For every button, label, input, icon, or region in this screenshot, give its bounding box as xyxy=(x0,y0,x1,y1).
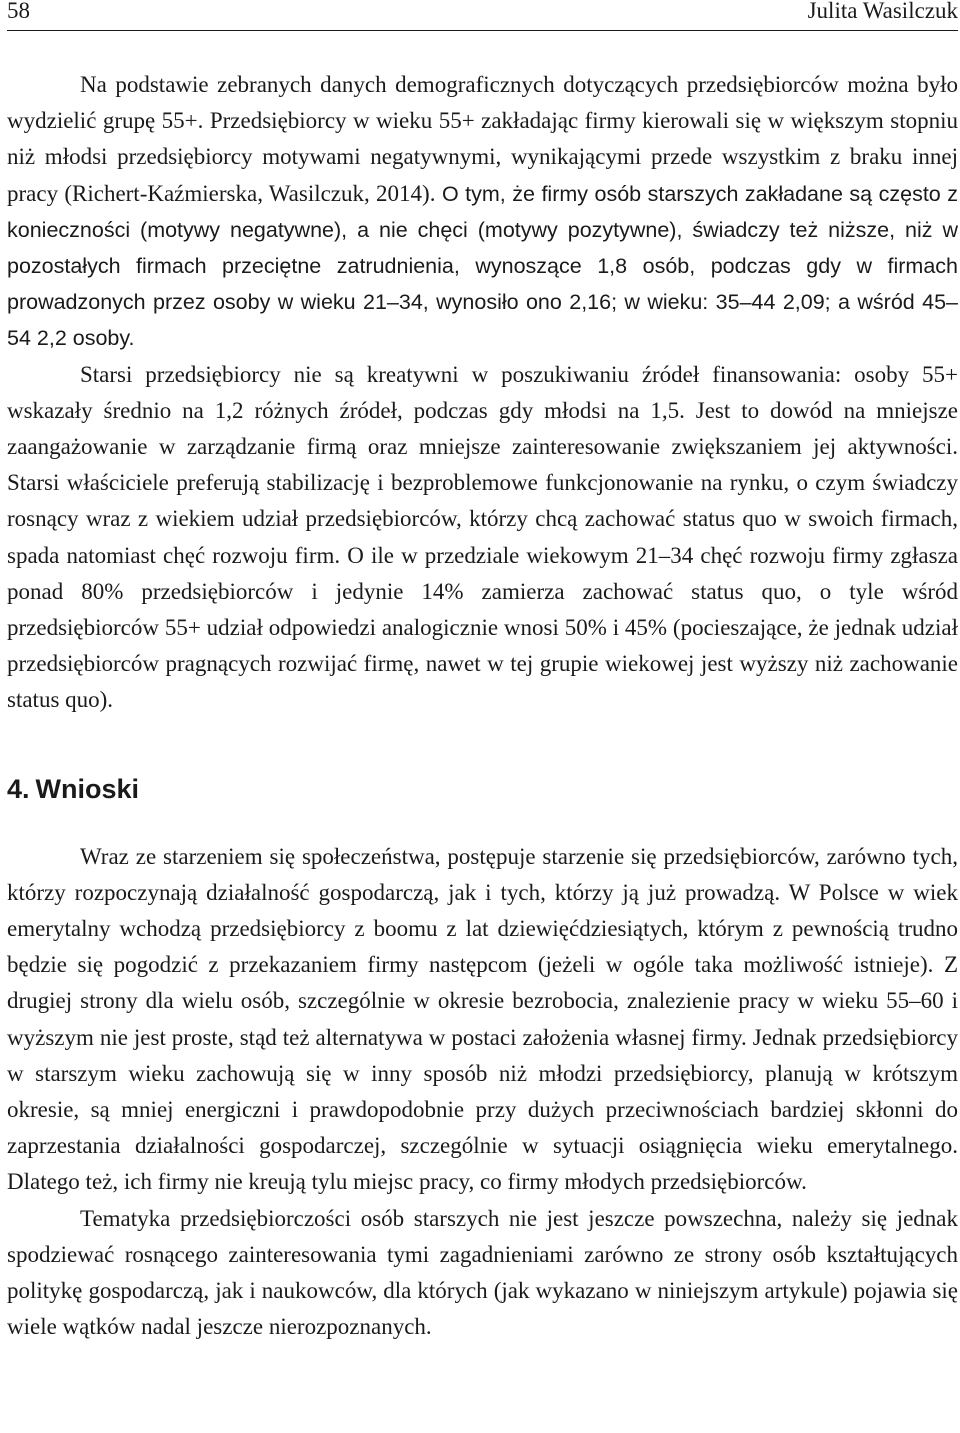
document-page xyxy=(7,0,958,1346)
section-number: 4. xyxy=(7,773,30,804)
paragraph-text: Na podstawie zebranych danych demograficznych dotyczących przedsiębiorców można było wydzielić grupę 55+. Przedsiębiorcy w wieku 55+ zakładając firmy kierowali się w większym stopniu niż młodsi przedsiębiorcy motywami negatywnymi, wynikającymi przede wszystkim z braku innej pracy (Richert-Kaźmierska, Wasilczuk, 2014). xyxy=(7,72,958,206)
section-title: Wnioski xyxy=(35,773,140,804)
paragraph: Wraz ze starzeniem się społeczeństwa, postępuje starzenie się przedsiębiorców, zarówno tych, którzy rozpoczynają działalność gospodarczą, jak i tych, którzy ją już prowadzą. W Polsce w wiek emerytalny wchodzą przedsiębiorcy z boomu z lat dziewięćdziesiątych, którym z pewnością trudno będzie się pogodzić z przekazaniem firmy następcom (jeżeli w ogóle taka możliwość istnieje). Z drugiej strony dla wielu osób, szczególnie w okresie bezrobocia, znalezienie pracy w wieku 55–60 i wyższym nie jest proste, stąd też alternatywa w postaci założenia własnej firmy. Jednak przedsiębiorcy w starszym wieku zachowują się w inny sposób niż młodzi przedsiębiorcy, planują w krótszym okresie, są mniej energiczni i prawdopodobnie przy dużych przeciwnościach bardziej skłonni do zaprzestania działalności gospodarczej, szczególnie w sytuacji osiągnięcia wieku emerytalnego. Dlatego też, ich firmy nie kreują tylu miejsc pracy, co firmy młodych przedsiębiorców. xyxy=(7,843,958,1195)
paragraph: Starsi przedsiębiorcy nie są kreatywni w poszukiwaniu źródeł finansowania: osoby 55+ wskazały średnio na 1,2 różnych źródeł, podczas gdy młodsi na 1,5. Jest to dowód na mniejsze zaangażowanie w zarządzanie firmą oraz mniejsze zainteresowanie zwiększaniem jej aktywności. Starsi właściciele preferują stabilizację i bezproblemowe funkcjonowanie na rynku, o czym świadczy rosnący wraz z wiekiem udział przedsiębiorców, którzy chcą zachować status quo w swoich firmach, spada natomiast chęć rozwoju firm. O ile w przedziale wiekowym 21–34 chęć rozwoju firmy zgłasza ponad 80% przedsiębiorców i jedynie 14% zamierza zachować status quo, o tyle wśród przedsiębiorców 55+ udział odpowiedzi analogicznie wnosi 50% i 45% (pocieszające, że jednak udział przedsiębiorców pragnących rozwijać firmę, nawet w tej grupie wiekowej jest wyższy niż zachowanie status quo). xyxy=(7,361,958,713)
body-text xyxy=(7,67,958,719)
section-heading xyxy=(7,771,958,807)
running-header-author: Julita Wasilczuk xyxy=(807,0,958,23)
page-number: 58 xyxy=(7,0,30,23)
running-header xyxy=(7,0,958,31)
section-body xyxy=(7,839,958,1346)
paragraph xyxy=(7,67,958,357)
paragraph: Tematyka przedsiębiorczości osób starszych nie jest jeszcze powszechna, należy się jednak spodziewać rosnącego zainteresowania tymi zagadnieniami zarówno ze strony osób kształtujących politykę gospodarczą, jak i naukowców, dla których (jak wykazano w niniejszym artykule) pojawia się wiele wątków nadal jeszcze nierozpoznanych. xyxy=(7,1205,958,1340)
paragraph-text-sans: O tym, że firmy osób starszych zakładane są często z konieczności (motywy negatywne), a nie chęci (motywy pozytywne), świadczy też niższe, niż w pozostałych firmach przeciętne zatrudnienia, wynoszące 1,8 osób, podczas gdy w firmach prowadzonych przez osoby w wieku 21–34, wynosiło ono 2,16; w wieku: 35–44 2,09; a wśród 45–54 2,2 osoby. xyxy=(7,181,958,351)
